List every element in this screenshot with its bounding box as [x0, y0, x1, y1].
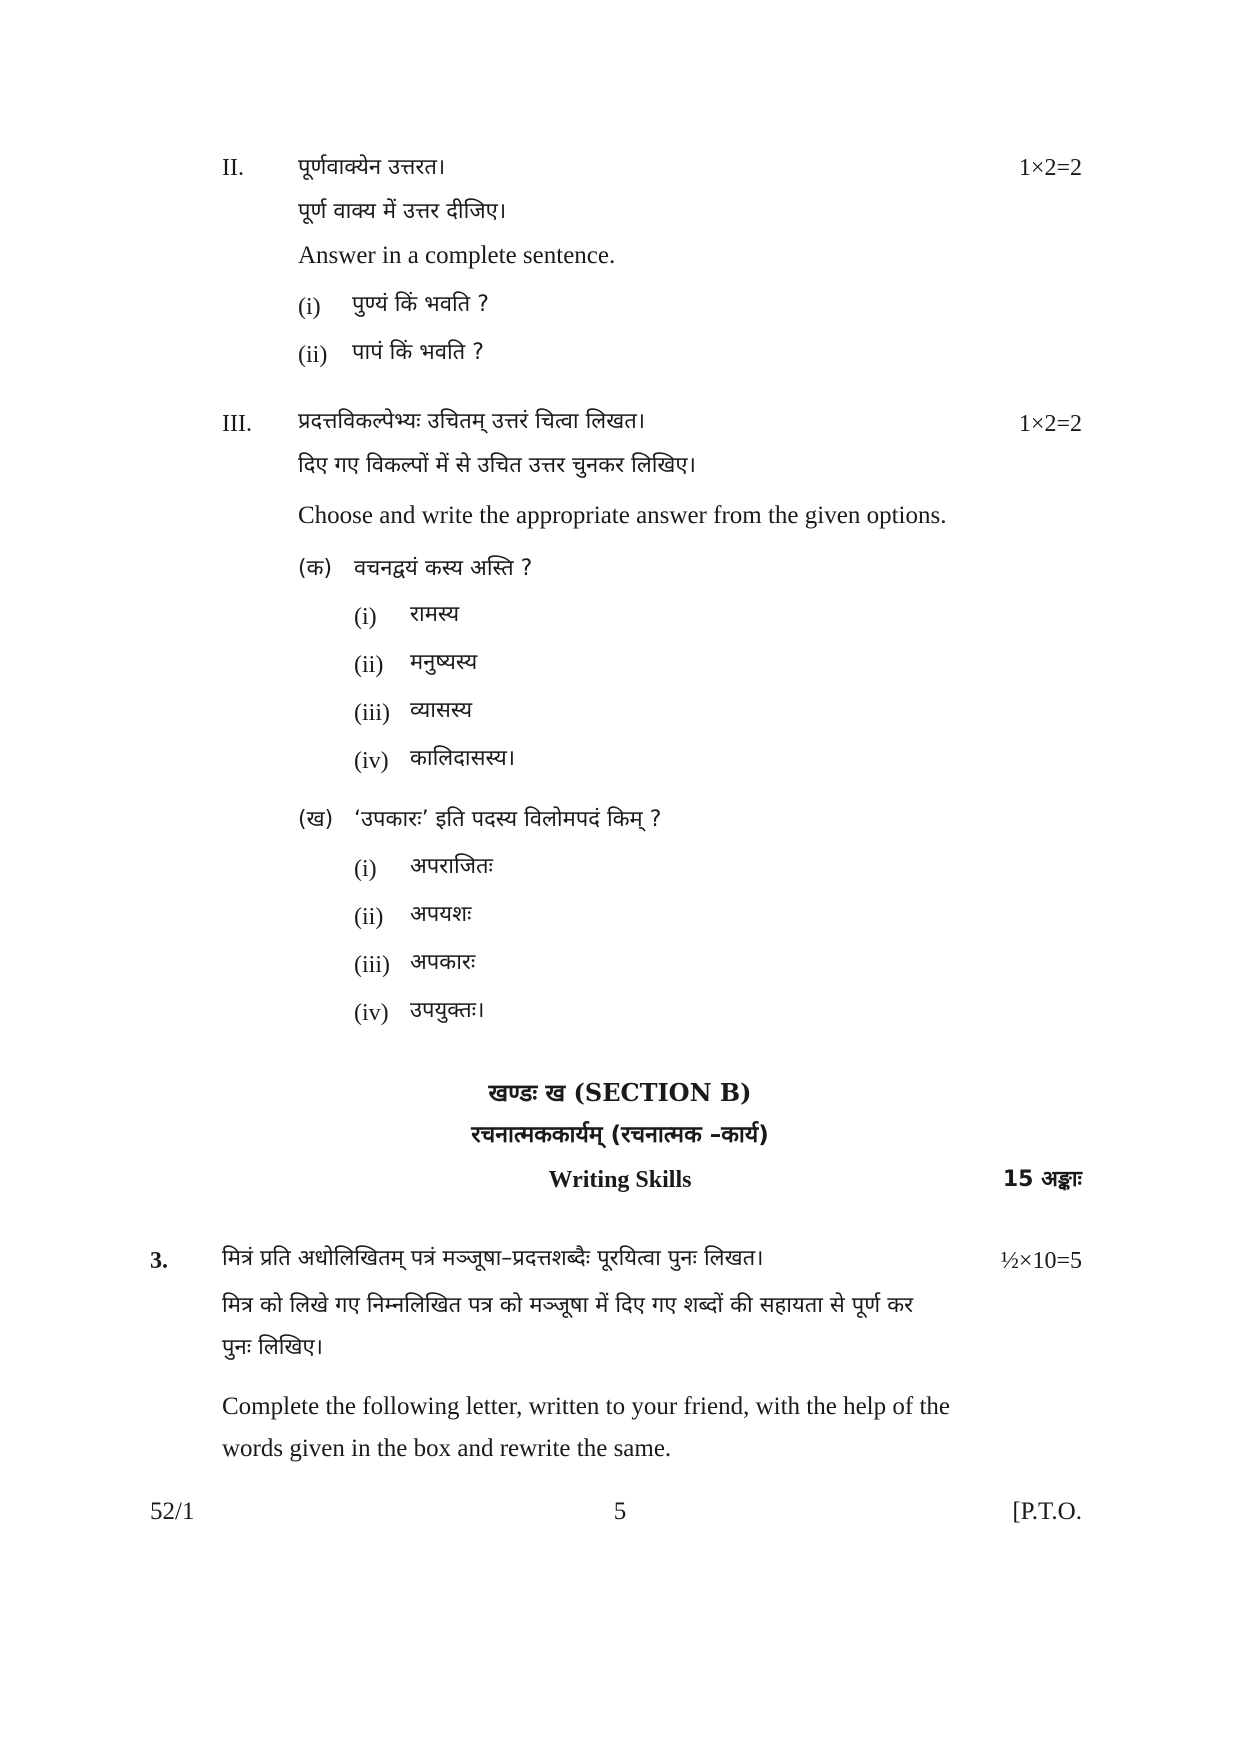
- paper-code: 52/1: [150, 1498, 195, 1525]
- question-3-hindi-line-2: पुनः लिखिए।: [222, 1335, 323, 1360]
- question-text: ‘उपकारः’ इति पदस्य विलोमपदं किम् ?: [354, 807, 662, 832]
- option-text: रामस्य: [410, 602, 460, 627]
- question-3-hindi-line-1: मित्र को लिखे गए निम्नलिखित पत्र को मञ्जूषा में दिए गए शब्दों की सहायता से पूर्ण कर: [222, 1293, 914, 1318]
- section-b-marks: 15 अङ्काः: [1002, 1167, 1082, 1192]
- option-label: (iii): [354, 952, 390, 978]
- option-text: अपराजितः: [410, 854, 494, 879]
- option-text: अपयशः: [410, 902, 472, 927]
- page-number: 5: [613, 1498, 627, 1525]
- option-label: (ii): [354, 904, 384, 930]
- list-item-text: पापं किं भवति ?: [352, 340, 484, 365]
- section-ii-english-instruction: Answer in a complete sentence.: [298, 242, 616, 269]
- section-ii-sanskrit-instruction: पूर्णवाक्येन उत्तरत।: [298, 155, 446, 180]
- section-iii-hindi-instruction: दिए गए विकल्पों में से उचित उत्तर चुनकर लिखिए।: [298, 453, 696, 478]
- option-text: अपकारः: [410, 950, 476, 975]
- option-text: कालिदासस्य।: [410, 746, 516, 771]
- option-label: (ii): [354, 652, 384, 678]
- section-number-ii: II.: [222, 155, 244, 181]
- please-turn-over: [P.T.O.: [1012, 1498, 1082, 1525]
- option-label: (i): [354, 604, 377, 630]
- option-label: (iv): [354, 1000, 389, 1026]
- option-label: (i): [354, 856, 377, 882]
- question-3-english-line-1: Complete the following letter, written to your friend, with the help of the: [222, 1393, 950, 1420]
- list-item-label: (i): [298, 294, 321, 320]
- section-b-subtitle: रचनात्मककार्यम् (रचनात्मक –कार्य): [471, 1122, 769, 1148]
- option-label: (iii): [354, 700, 390, 726]
- option-text: व्यासस्य: [410, 698, 473, 723]
- section-b-title: खण्डः ख (SECTION B): [488, 1078, 752, 1107]
- section-iii-marks: 1×2=2: [1018, 411, 1082, 437]
- question-3-english-line-2: words given in the box and rewrite the same.: [222, 1435, 672, 1462]
- option-text: उपयुक्तः।: [410, 998, 485, 1023]
- list-item-text: पुण्यं किं भवति ?: [352, 292, 489, 317]
- section-iii-sanskrit-instruction: प्रदत्तविकल्पेभ्यः उचितम् उत्तरं चित्वा लिखत।: [298, 409, 646, 434]
- question-number-3: 3.: [150, 1248, 168, 1274]
- question-text: वचनद्वयं कस्य अस्ति ?: [354, 556, 533, 581]
- question-3-marks: ½×10=5: [1000, 1248, 1082, 1274]
- question-label: (क): [298, 556, 333, 581]
- section-b-english-title: Writing Skills: [548, 1167, 692, 1193]
- section-number-iii: III.: [222, 411, 252, 437]
- question-label: (ख): [298, 807, 334, 832]
- option-text: मनुष्यस्य: [410, 650, 478, 675]
- section-iii-english-instruction: Choose and write the appropriate answer from the given options.: [298, 502, 947, 529]
- list-item-label: (ii): [298, 342, 328, 368]
- section-ii-hindi-instruction: पूर्ण वाक्य में उत्तर दीजिए।: [298, 199, 507, 224]
- question-3-sanskrit: मित्रं प्रति अधोलिखितम् पत्रं मञ्जूषा–प्रदत्तशब्दैः पूरयित्वा पुनः लिखत।: [222, 1246, 764, 1271]
- section-ii-marks: 1×2=2: [1018, 155, 1082, 181]
- option-label: (iv): [354, 748, 389, 774]
